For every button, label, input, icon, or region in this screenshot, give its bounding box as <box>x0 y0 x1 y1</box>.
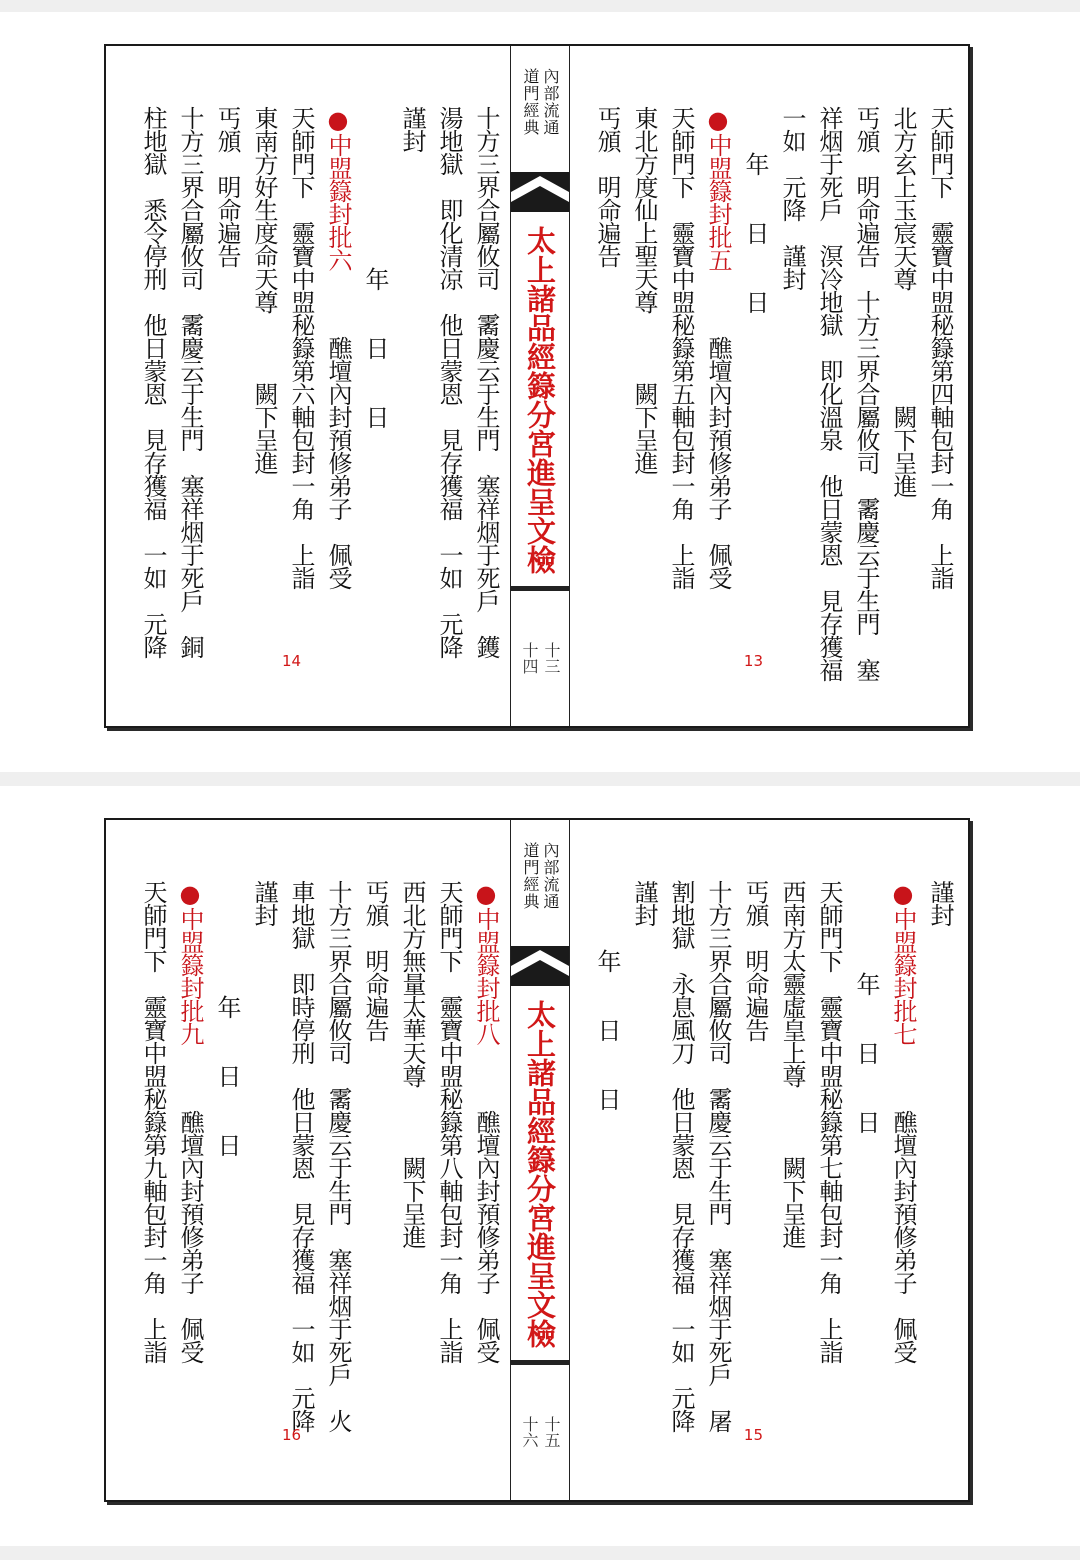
text-column <box>430 106 467 686</box>
band-page-right: 十三 <box>542 642 561 674</box>
column-text: 年 日 日 <box>213 880 241 1156</box>
text-column <box>356 106 393 686</box>
text-columns <box>134 880 504 1460</box>
column-text: 丐頒 明命遍告 <box>213 106 241 267</box>
text-column <box>847 880 884 1460</box>
text-column <box>810 106 847 686</box>
text-column <box>319 880 356 1460</box>
column-text: 丐頒 明命遍告 <box>361 880 389 1041</box>
text-column <box>282 106 319 686</box>
column-text: 謹封 <box>398 106 426 152</box>
band-page-right: 十五 <box>542 1416 561 1448</box>
text-column <box>810 880 847 1460</box>
book-spread-1 <box>0 12 1080 772</box>
seal-heading: ●中盟籙封批七 <box>889 880 917 1045</box>
band-divider <box>511 1360 569 1365</box>
text-column <box>699 880 736 1460</box>
text-column <box>884 880 921 1460</box>
text-column <box>171 880 208 1460</box>
text-column <box>588 106 625 686</box>
column-text: 車地獄 即時停刑 他日蒙恩 見存獲福 一如 元降 <box>287 880 315 1432</box>
fish-tail-mark <box>511 946 569 992</box>
text-column <box>134 106 171 686</box>
text-column <box>773 106 810 686</box>
column-text: 丐頒 明命遍告 十方三界合屬攸司 霱慶云于生門 塞 <box>852 106 880 681</box>
column-text: 醮壇內封預修弟子 佩受 <box>472 1041 500 1363</box>
left-page <box>106 820 510 1500</box>
right-page <box>568 46 968 726</box>
column-text: 年 日 日 <box>593 880 621 1110</box>
text-columns <box>588 880 958 1460</box>
text-column <box>921 106 958 686</box>
book-mark <box>511 68 569 136</box>
column-text: 丐頒 明命遍告 <box>741 880 769 1041</box>
column-text: 西南方太靈虛皇上尊 闕下呈進 <box>778 880 806 1248</box>
column-text: 天師門下 靈寶中盟秘籙第五軸包封一角 上詣 <box>667 106 695 589</box>
book-title: 太上諸品經籙分宮進呈文檢 <box>523 226 557 574</box>
text-column <box>921 880 958 1460</box>
column-text: 醮壇內封預修弟子 佩受 <box>704 267 732 589</box>
seal-heading: ●中盟籙封批五 <box>704 106 732 271</box>
column-text: 東南方好生度命天尊 闕下呈進 <box>250 106 278 474</box>
column-text: 十方三界合屬攸司 霱慶云于生門 塞祥烟于死戶 鑊 <box>472 106 500 658</box>
column-text: 柱地獄 悉令停刑 他日蒙恩 見存獲福 一如 元降 <box>139 106 167 658</box>
left-page <box>106 46 510 726</box>
column-text: 湯地獄 即化清凉 他日蒙恩 見存獲福 一如 元降 <box>435 106 463 658</box>
text-column <box>393 106 430 686</box>
column-text: 謹封 <box>926 880 954 926</box>
column-text: 天師門下 靈寶中盟秘籙第六軸包封一角 上詣 <box>287 106 315 589</box>
column-text: 醮壇內封預修弟子 佩受 <box>889 1041 917 1363</box>
band-page-left: 十四 <box>520 642 539 674</box>
text-column <box>736 880 773 1460</box>
column-text: 謹封 <box>630 880 658 926</box>
column-text: 天師門下 靈寶中盟秘籙第七軸包封一角 上詣 <box>815 880 843 1363</box>
text-columns <box>588 106 958 686</box>
text-column <box>282 880 319 1460</box>
text-column <box>625 106 662 686</box>
book-mark-circulation: 內部流通 <box>541 842 560 910</box>
column-text: 祥烟于死戶 溟冷地獄 即化溫泉 他日蒙恩 見存獲福 <box>815 106 843 681</box>
text-column <box>662 880 699 1460</box>
text-column <box>736 106 773 686</box>
right-page <box>568 820 968 1500</box>
text-column <box>662 106 699 686</box>
seal-heading: ●中盟籙封批八 <box>472 880 500 1045</box>
column-text: 年 日 日 <box>741 106 769 313</box>
column-text: 東北方度仙上聖天尊 闕下呈進 <box>630 106 658 474</box>
text-column <box>625 880 662 1460</box>
book-mark-collection: 道門經典 <box>521 842 540 910</box>
book-mark <box>511 842 569 910</box>
seal-heading: ●中盟籙封批九 <box>176 880 204 1045</box>
page-frame <box>104 818 970 1502</box>
page-number: 15 <box>743 1426 763 1444</box>
page-number: 16 <box>282 1426 302 1444</box>
column-text: 西北方無量太華天尊 闕下呈進 <box>398 880 426 1248</box>
column-text: 年 日 日 <box>361 106 389 428</box>
text-column <box>356 880 393 1460</box>
text-column <box>588 880 625 1460</box>
column-text: 十方三界合屬攸司 霱慶云于生門 塞祥烟于死戶 屠 <box>704 880 732 1432</box>
text-column <box>134 880 171 1460</box>
band-page-left: 十六 <box>520 1416 539 1448</box>
column-text: 醮壇內封預修弟子 佩受 <box>324 267 352 589</box>
column-text: 丐頒 明命遍告 <box>593 106 621 267</box>
column-text: 北方玄上玉宸天尊 闕下呈進 <box>889 106 917 497</box>
text-column <box>319 106 356 686</box>
column-text: 割地獄 永息風刀 他日蒙恩 見存獲福 一如 元降 <box>667 880 695 1432</box>
column-text: 天師門下 靈寶中盟秘籙第四軸包封一角 上詣 <box>926 106 954 589</box>
band-divider <box>511 586 569 591</box>
column-text: 十方三界合屬攸司 霱慶云于生門 塞祥烟于死戶 火 <box>324 880 352 1432</box>
text-column <box>430 880 467 1460</box>
page-number: 14 <box>282 652 302 670</box>
text-columns <box>134 106 504 686</box>
text-column <box>393 880 430 1460</box>
text-column <box>467 106 504 686</box>
page-frame <box>104 44 970 728</box>
book-mark-circulation: 內部流通 <box>541 68 560 136</box>
text-column <box>245 880 282 1460</box>
text-column <box>171 106 208 686</box>
center-band <box>510 46 570 726</box>
book-title: 太上諸品經籙分宮進呈文檢 <box>523 1000 557 1348</box>
text-column <box>699 106 736 686</box>
book-spread-2 <box>0 786 1080 1546</box>
book-mark-collection: 道門經典 <box>521 68 540 136</box>
column-text: 謹封 <box>250 880 278 926</box>
fish-tail-mark <box>511 172 569 218</box>
column-text: 年 日 日 <box>852 880 880 1133</box>
text-column <box>884 106 921 686</box>
center-band <box>510 820 570 1500</box>
text-column <box>245 106 282 686</box>
page-number: 13 <box>743 652 763 670</box>
column-text: 天師門下 靈寶中盟秘籙第八軸包封一角 上詣 <box>435 880 463 1363</box>
column-text: 天師門下 靈寶中盟秘籙第九軸包封一角 上詣 <box>139 880 167 1363</box>
column-text: 十方三界合屬攸司 霱慶云于生門 塞祥烟于死戶 銅 <box>176 106 204 658</box>
text-column <box>208 106 245 686</box>
text-column <box>847 106 884 686</box>
seal-heading: ●中盟籙封批六 <box>324 106 352 271</box>
column-text: 醮壇內封預修弟子 佩受 <box>176 1041 204 1363</box>
text-column <box>208 880 245 1460</box>
column-text: 一如 元降 謹封 <box>778 106 806 290</box>
band-page-numbers <box>511 642 569 674</box>
band-page-numbers <box>511 1416 569 1448</box>
text-column <box>773 880 810 1460</box>
text-column <box>467 880 504 1460</box>
